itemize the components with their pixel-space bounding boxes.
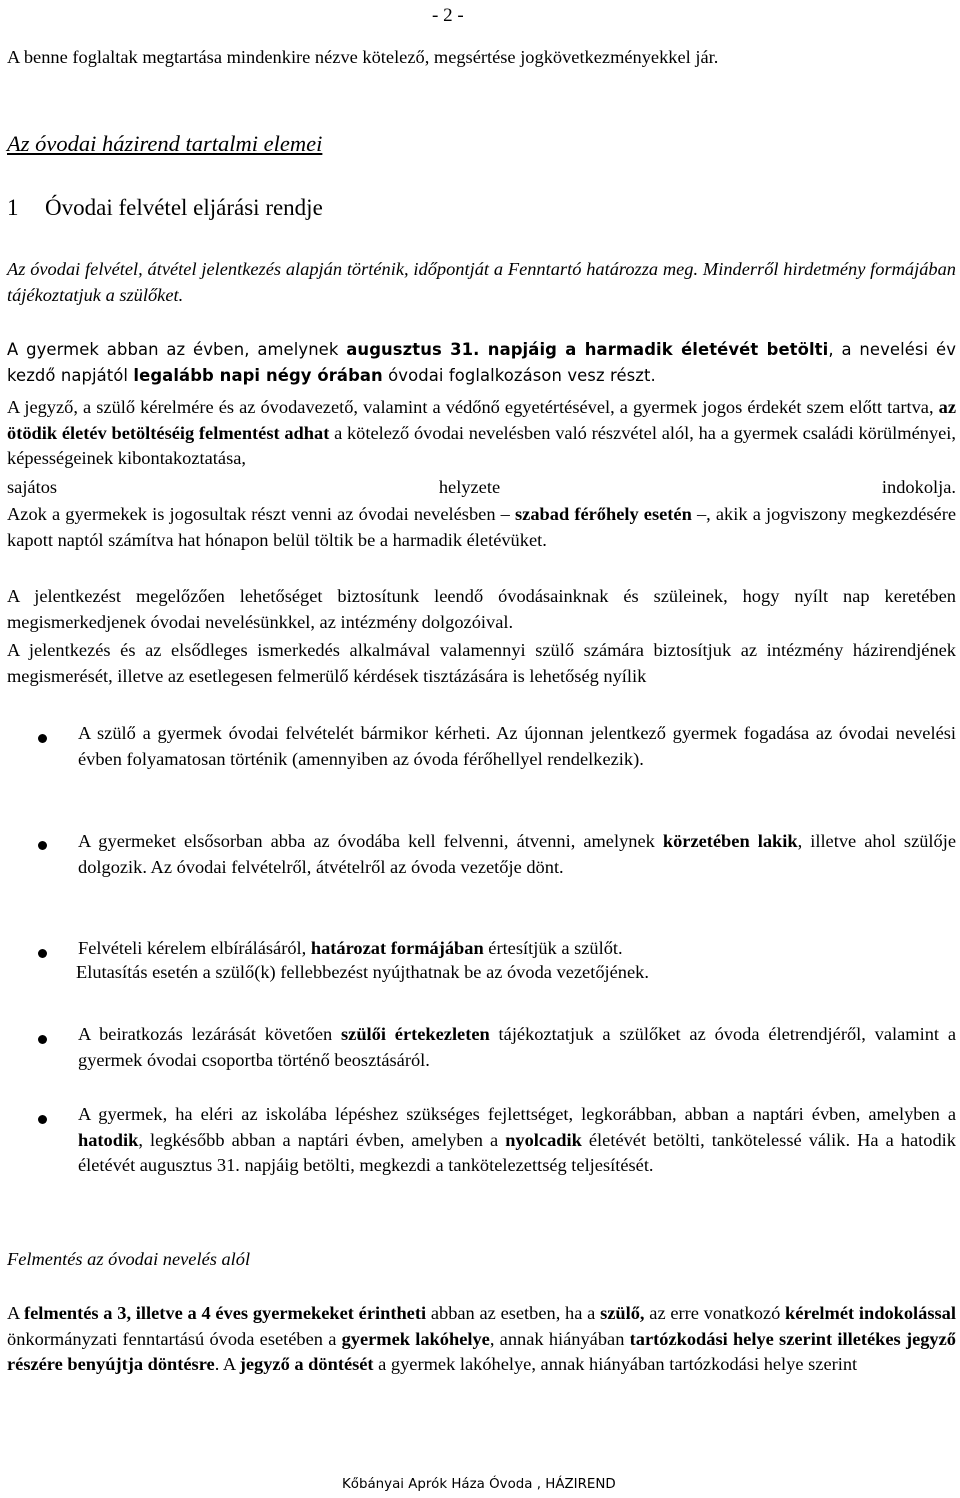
jegyzo-word-2: helyzete	[438, 477, 501, 497]
bullet-4-text-2: tájékoztatjuk a szülőket az óvoda életrendjéről, valamint a gyermek óvodai csoportba történő beosztásáról.	[78, 1024, 956, 1070]
bullet-2-text-1: A gyermeket elsősorban abba az óvodába kell felvenni, átvenni, amelynek	[78, 831, 663, 851]
page-number: - 2 -	[432, 5, 464, 26]
age-bold-1: augusztus 31. napjáig a harmadik életévét betölti	[346, 340, 829, 359]
bullet-5-text-3: életévét betölti, tankötelessé válik. Ha a hatodik életévét augusztus 31. napjáig betölti, megkezdi a tankötelezettség teljesítését.	[78, 1129, 956, 1175]
jegyzo-bold-1: az ötödik életév betöltéséig felmentést adhat	[7, 397, 956, 443]
bullet-item-2	[78, 829, 956, 880]
age-bold-2: legalább napi négy órában	[133, 365, 383, 385]
ex-bold-4: gyermek lakóhelye	[341, 1328, 490, 1349]
bullet-dot	[38, 1035, 47, 1044]
age-text-2: , a nevelési év kezdő napjától	[7, 340, 956, 385]
bullet-5-text-2: , legkésőbb abban a naptári évben, amelyben a	[138, 1129, 506, 1150]
bullet-2-bold: körzetében lakik	[662, 831, 798, 851]
bullet-2-text-2: , illetve ahol szülője dolgozik. Az óvodai felvételről, átvételről az óvoda vezetője dönt.	[78, 831, 957, 877]
page-footer: Kőbányai Aprók Háza Óvoda , HÁZIREND	[342, 1477, 616, 1492]
ex-bold-6: jegyző a döntését	[239, 1354, 374, 1374]
ex-text-6: . A	[214, 1354, 240, 1374]
bullet-3-bold: határozat formájában	[310, 938, 484, 958]
ex-text-2: abban az esetben, ha a	[426, 1303, 601, 1323]
subsection-heading	[7, 195, 956, 221]
age-text-3: óvodai foglalkozáson vesz részt.	[382, 365, 656, 385]
jegyzo-paragraph	[7, 395, 956, 472]
ex-text-3: az erre vonatkozó	[644, 1303, 786, 1323]
bullet-3-text-1: Felvételi kérelem elbírálásáról,	[78, 938, 311, 958]
exemption-heading: Felmentés az óvodai nevelés alól	[7, 1249, 251, 1269]
bullet-5-bold-2: nyolcadik	[505, 1129, 582, 1150]
ex-bold-1: felmentés a 3, illetve a 4 éves gyermekeket érintheti	[24, 1303, 427, 1323]
jegyzo-text-1: A jegyző, a szülő kérelmére és az óvodavezető, valamint a védőnő egyetértésével, a gyermek jogos érdekét szem előtt tartva,	[7, 397, 939, 417]
free-place-paragraph	[7, 502, 956, 553]
admission-intro-paragraph: Az óvodai felvétel, átvétel jelentkezés alapján történik, időpontját a Fenntartó határozza meg. Minderről hirdetmény formájában tájékoztatjuk a szülőket.	[7, 259, 956, 305]
subsection-title: Óvodai felvétel eljárási rendje	[45, 195, 323, 220]
ex-text-1: A	[7, 1303, 25, 1323]
bullet-dot	[38, 841, 47, 850]
jegyzo-word-3: indokolja.	[881, 477, 956, 497]
ex-bold-5: tartózkodási helye szerint illetékes jegyző részére benyújtja döntésre	[7, 1328, 956, 1374]
bullet-dot	[38, 734, 47, 743]
bullet-5-bold-1: hatodik	[78, 1129, 139, 1150]
bullet-item-1: A szülő a gyermek óvodai felvételét bármikor kérheti. Az újonnan jelentkező gyermek fogadása az óvodai nevelési évben folyamatosan történik (amennyiben az óvoda férőhellyel rendelkezik).	[78, 723, 956, 769]
ex-text-4: önkormányzati fenntartású óvoda esetében a	[7, 1328, 342, 1349]
bullet-5-text-1: A gyermek, ha eléri az iskolába lépéshez szükséges fejlettséget, legkorábban, abban a naptári évben, amelyben a	[78, 1104, 956, 1124]
jegyzo-text-2: a kötelező óvodai nevelésben való részvétel alól, ha a gyermek családi körülményei, képességeinek kibontakoztatása,	[7, 422, 957, 468]
age-text-1: A gyermek abban az évben, amelynek	[7, 340, 347, 359]
bullet-item-3	[78, 936, 956, 962]
bullet-3-text-2: értesítjük a szülőt.	[483, 938, 623, 958]
bullet-4-text-1: A beiratkozás lezárását követően	[78, 1024, 341, 1044]
ex-bold-2: szülő,	[600, 1303, 645, 1323]
section-title: Az óvodai házirend tartalmi elemei	[7, 131, 323, 156]
azok-bold-1: szabad férőhely esetén	[515, 504, 692, 524]
azok-text-2: –, akik a jogviszony megkezdésére kapott naptól számítva hat hónapon belül töltik be a harmadik életévüket.	[7, 504, 957, 550]
bullet-item-5	[78, 1102, 956, 1179]
exemption-paragraph	[7, 1301, 956, 1378]
bullet-dot	[38, 1115, 47, 1124]
bullet-item-3-line2: Elutasítás esetén a szülő(k) fellebbezést nyújthatnak be az óvoda vezetőjének.	[76, 962, 649, 982]
bullet-4-bold: szülői értekezleten	[341, 1024, 490, 1044]
ex-text-7: a gyermek lakóhelye, annak hiányában tartózkodási helye szerint	[373, 1354, 858, 1374]
ex-text-5: , annak hiányában	[489, 1328, 630, 1349]
azok-text-1: Azok a gyermekek is jogosultak részt venni az óvodai nevelésben –	[7, 504, 516, 524]
house-rules-paragraph: A jelentkezés és az elsődleges ismerkedés alkalmával valamennyi szülő számára biztosítjuk az intézmény házirendjének megismerését, illetve az esetlegesen felmerülő kérdések tisztázására is lehetőség nyílik	[7, 640, 956, 686]
bullet-item-4	[78, 1022, 956, 1073]
intro-paragraph: A benne foglaltak megtartása mindenkire nézve kötelező, megsértése jogkövetkezményekkel jár.	[7, 47, 719, 67]
open-day-paragraph: A jelentkezést megelőzően lehetőséget biztosítunk leendő óvodásainknak és szüleinek, hogy nyílt nap keretében megismerkedjenek óvodai nevelésünkkel, az intézmény dolgozóival.	[7, 586, 956, 632]
jegyzo-last-line	[7, 475, 956, 501]
jegyzo-word-1: sajátos	[7, 477, 58, 497]
ex-bold-3: kérelmét indokolással	[785, 1303, 956, 1323]
subsection-number: 1	[7, 195, 19, 220]
age-paragraph	[7, 337, 956, 388]
bullet-dot	[38, 949, 47, 958]
